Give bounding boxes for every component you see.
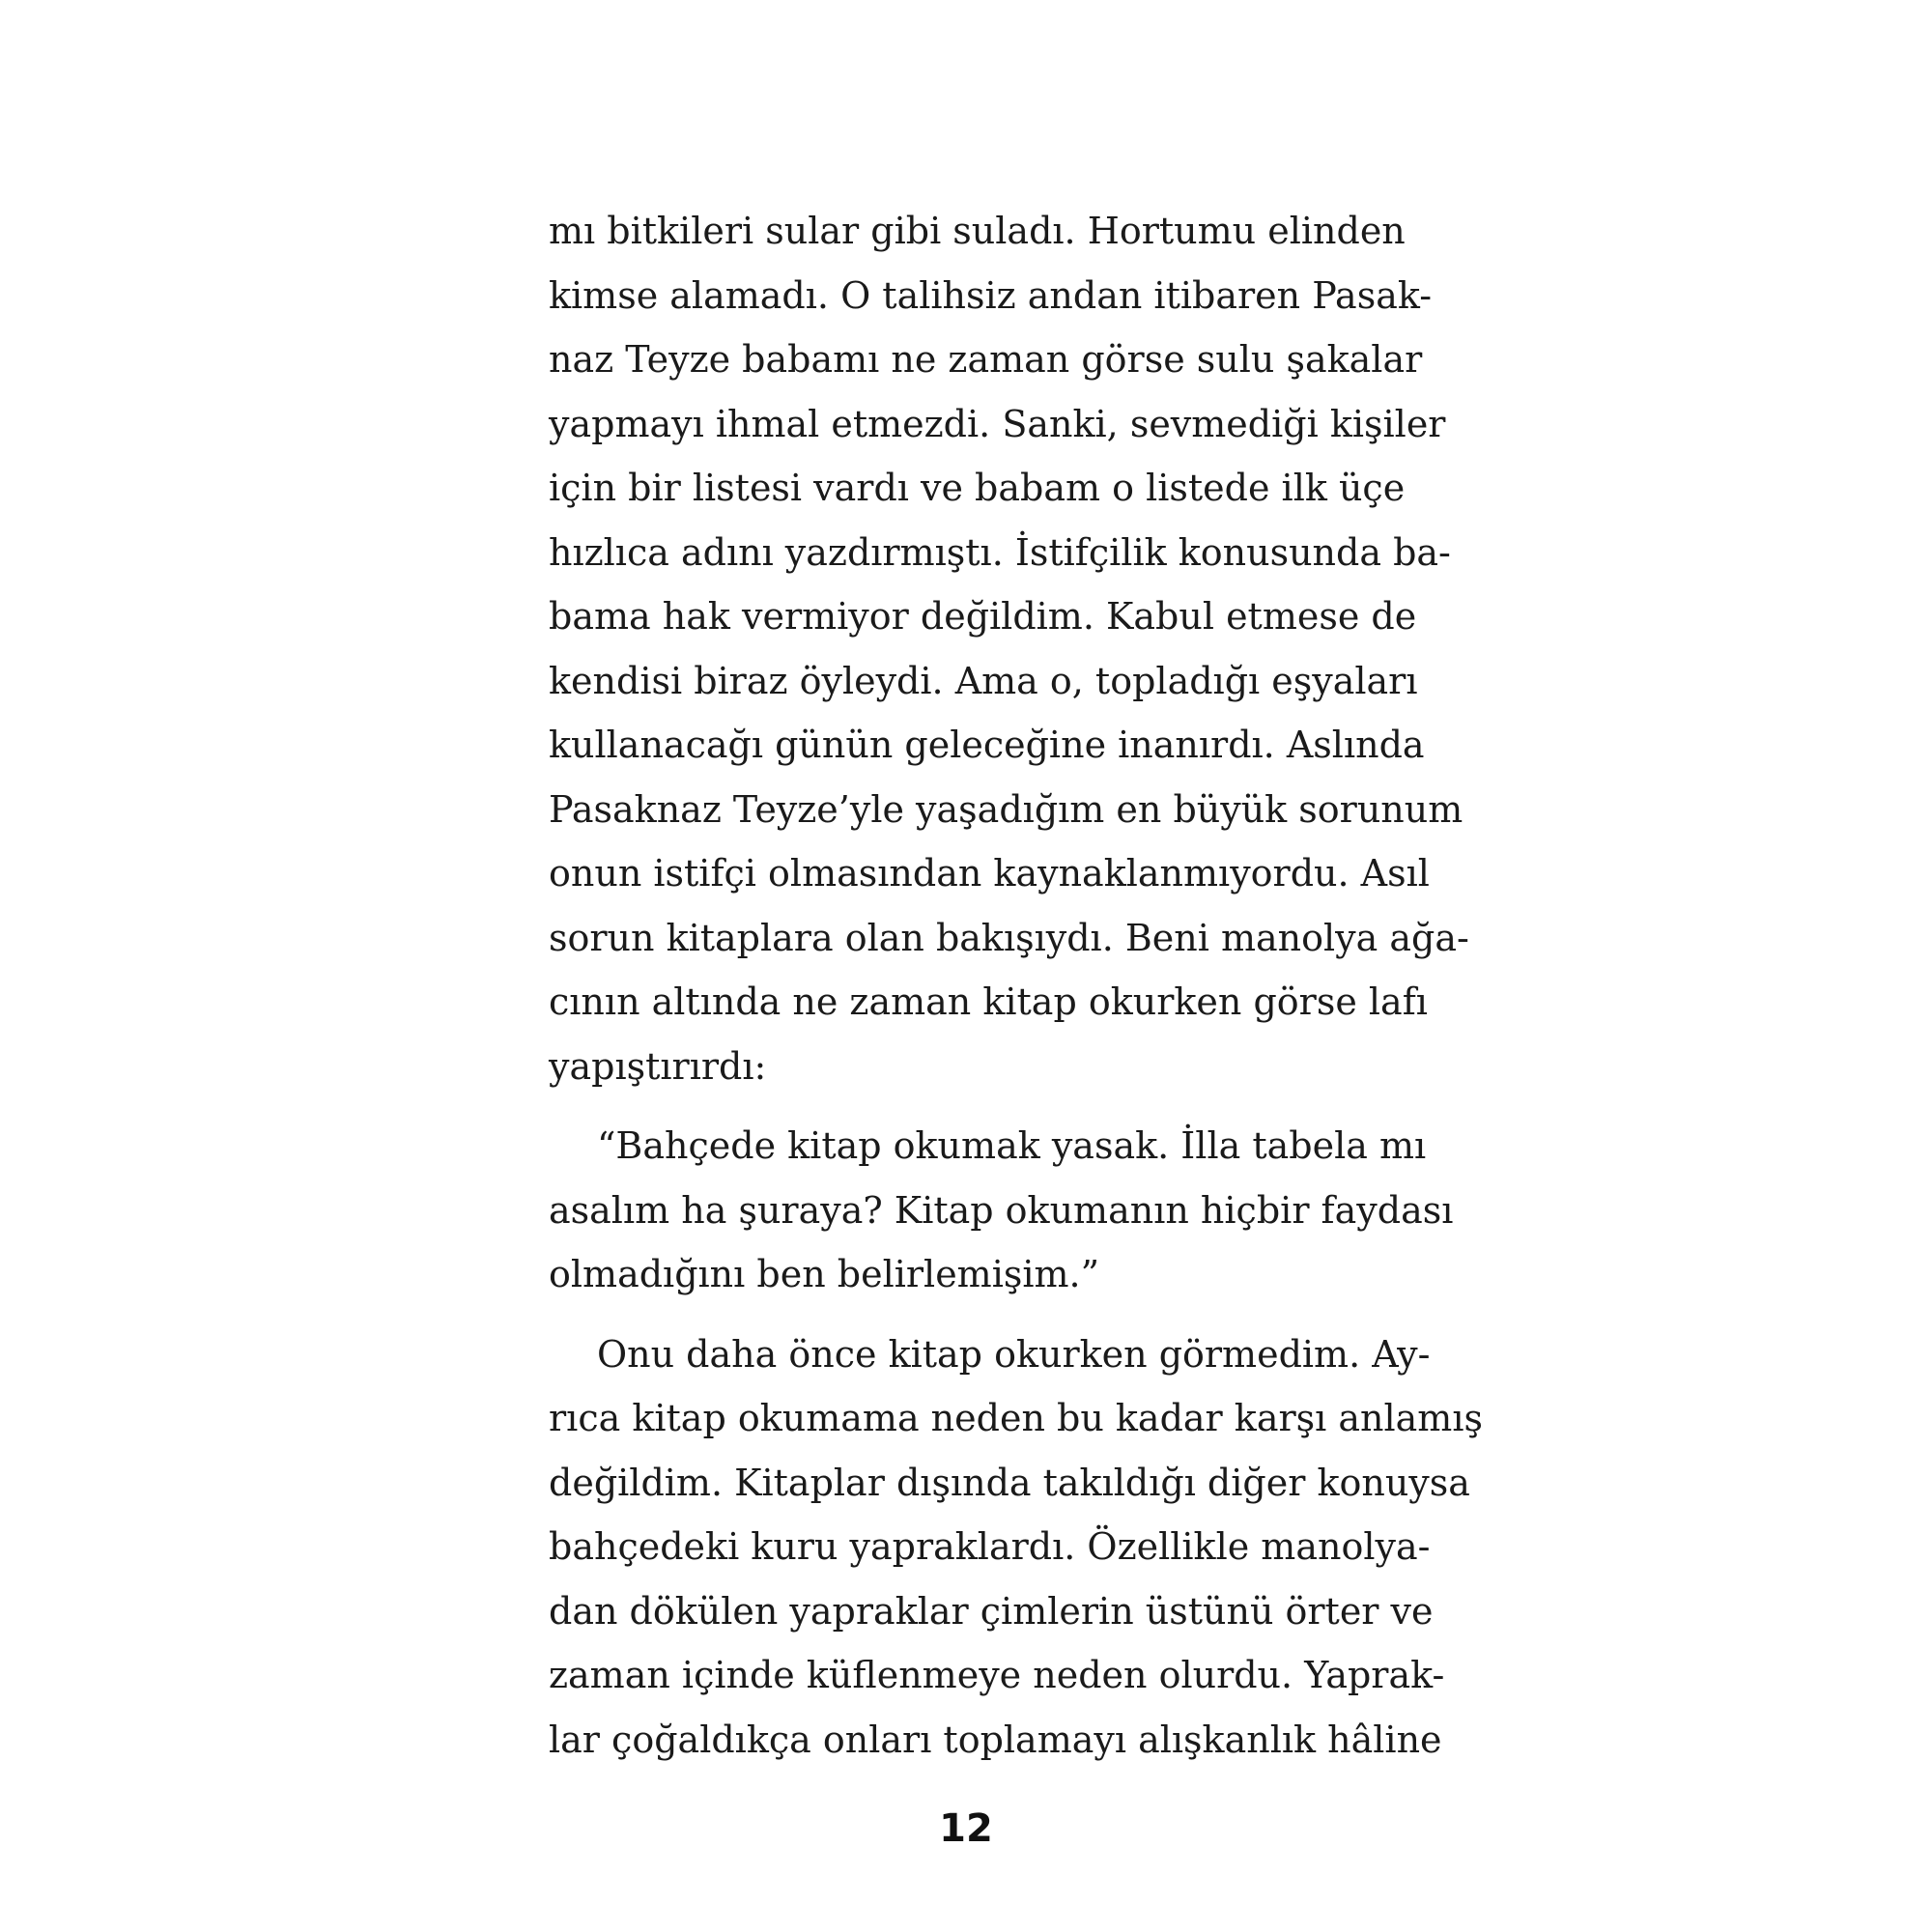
text-line: cının altında ne zaman kitap okurken görse lafı — [549, 980, 1428, 1023]
text-line: hızlıca adını yazdırmıştı. İstifçilik konusunda ba- — [549, 530, 1451, 574]
text-line: dan dökülen yapraklar çimlerin üstünü örter ve — [549, 1589, 1434, 1633]
text-line: sorun kitaplara olan bakışıydı. Beni manolya ağa- — [549, 916, 1469, 959]
text-line: kendisi biraz öyleydi. Ama o, topladığı eşyaları — [549, 659, 1418, 702]
paragraph-gap — [549, 1098, 1367, 1114]
text-line: olmadığını ben belirlemişim.” — [549, 1253, 1100, 1295]
text-line: onun istifçi olmasından kaynaklanmıyordu. Asıl — [549, 852, 1430, 895]
text-line: Onu daha önce kitap okurken görmedim. Ay- — [597, 1332, 1431, 1376]
text-line: bama hak vermiyor değildim. Kabul etmese de — [549, 595, 1417, 638]
text-line: için bir listesi vardı ve babam o listede ilk üçe — [549, 467, 1406, 509]
text-line: yapmayı ihmal etmezdi. Sanki, sevmediği kişiler — [549, 402, 1446, 445]
text-line: kimse alamadı. O talihsiz andan itibaren Pasak- — [549, 273, 1433, 317]
text-line: bahçedeki kuru yapraklardı. Özellikle manolya- — [549, 1525, 1431, 1568]
text-line: asalım ha şuraya? Kitap okumanın hiçbir faydası — [549, 1188, 1454, 1232]
text-line: değildim. Kitaplar dışında takıldığı diğer konuysa — [549, 1461, 1470, 1504]
body-text — [549, 199, 1483, 1772]
text-line: rıca kitap okumama neden bu kadar karşı anlamış — [549, 1397, 1483, 1439]
text-line: zaman içinde küflenmeye neden olurdu. Yaprak- — [549, 1654, 1445, 1696]
text-line: lar çoğaldıkça onları toplamayı alışkanlık hâline — [549, 1718, 1442, 1761]
text-line: mı bitkileri sular gibi suladı. Hortumu elinden — [549, 210, 1406, 252]
paragraph-gap — [549, 1307, 1367, 1322]
page-number: 12 — [939, 1806, 993, 1851]
text-line: “Bahçede kitap okumak yasak. İlla tabela mı — [597, 1124, 1427, 1167]
text-line: naz Teyze babamı ne zaman görse sulu şakalar — [549, 338, 1423, 381]
text-line: Pasaknaz Teyze’yle yaşadığım en büyük sorunum — [549, 787, 1463, 831]
text-line: kullanacağı günün geleceğine inanırdı. Aslında — [549, 724, 1425, 766]
text-line: yapıştırırdı: — [549, 1044, 767, 1088]
